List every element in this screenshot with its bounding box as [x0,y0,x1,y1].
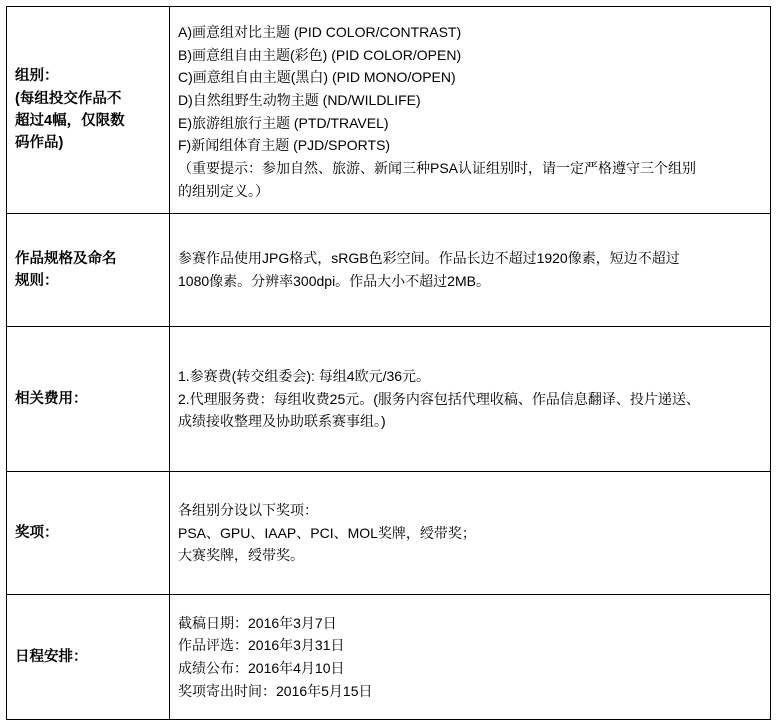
row-content-fees [170,327,771,472]
row-label-fees [7,327,170,472]
content-line: 成绩公布：2016年4月10日 [178,660,345,676]
content-line: C)画意组自由主题(黑白) (PID MONO/OPEN) [178,69,456,86]
table-row-specs [7,214,771,327]
competition-info-document [0,6,779,699]
label-line: 作品规格及命名 [15,250,117,267]
content-line: 奖项寄出时间：2016年5月15日 [178,682,373,699]
row-label-specs [7,214,170,327]
content-line: 2.代理服务费：每组收费25元。(服务内容包括代理收稿、作品信息翻译、投片递送、 [178,390,700,407]
label-line: 码作品) [15,135,64,152]
row-content-awards [170,472,771,595]
table-row-fees [7,327,771,472]
label-line: 规则： [15,273,59,289]
content-line: 大赛奖牌，绶带奖。 [178,547,304,564]
table-row-groups [7,7,771,214]
content-line: B)画意组自由主题(彩色) (PID COLOR/OPEN) [178,46,462,63]
row-label-groups [7,7,170,214]
row-content-groups [170,7,771,214]
label-line: 相关费用： [15,390,88,407]
table-row-awards [7,472,771,595]
label-line: 日程安排： [15,648,88,665]
content-line: （重要提示：参加自然、旅游、新闻三种PSA认证组别时，请一定严格遵守三个组别 [178,160,697,177]
label-line: (每组投交作品不 [15,90,122,107]
table-row-schedule [7,595,771,720]
content-line: 作品评选：2016年3月31日 [178,637,345,654]
content-line: 截稿日期：2016年3月7日 [178,614,337,631]
row-label-schedule [7,595,170,720]
content-line: 成绩接收整理及协助联系赛事组。) [178,413,386,430]
label-line: 超过4幅，仅限数 [15,113,125,129]
content-line: D)自然组野生动物主题 (ND/WILDLIFE) [178,92,421,109]
content-line: F)新闻组体育主题 (PJD/SPORTS) [178,137,391,154]
label-line: 奖项： [15,524,59,541]
row-label-awards [7,472,170,595]
label-line: 组别： [15,68,59,85]
content-line: 的组别定义。） [178,182,269,199]
content-line: 各组别分设以下奖项： [178,501,318,518]
content-line: A)画意组对比主题 (PID COLOR/CONTRAST) [178,24,462,40]
competition-info-table [6,6,771,720]
content-line: 1.参赛费(转交组委会): 每组4欧元/36元。 [178,367,431,384]
content-line: 参赛作品使用JPG格式，sRGB色彩空间。作品长边不超过1920像素，短边不超过 [178,250,680,267]
content-line: 1080像素。分辨率300dpi。作品大小不超过2MB。 [178,273,490,289]
row-content-specs [170,214,771,327]
content-line: PSA、GPU、IAAP、PCI、MOL奖牌，绶带奖； [178,524,476,541]
row-content-schedule [170,595,771,720]
content-line: E)旅游组旅行主题 (PTD/TRAVEL) [178,114,389,131]
